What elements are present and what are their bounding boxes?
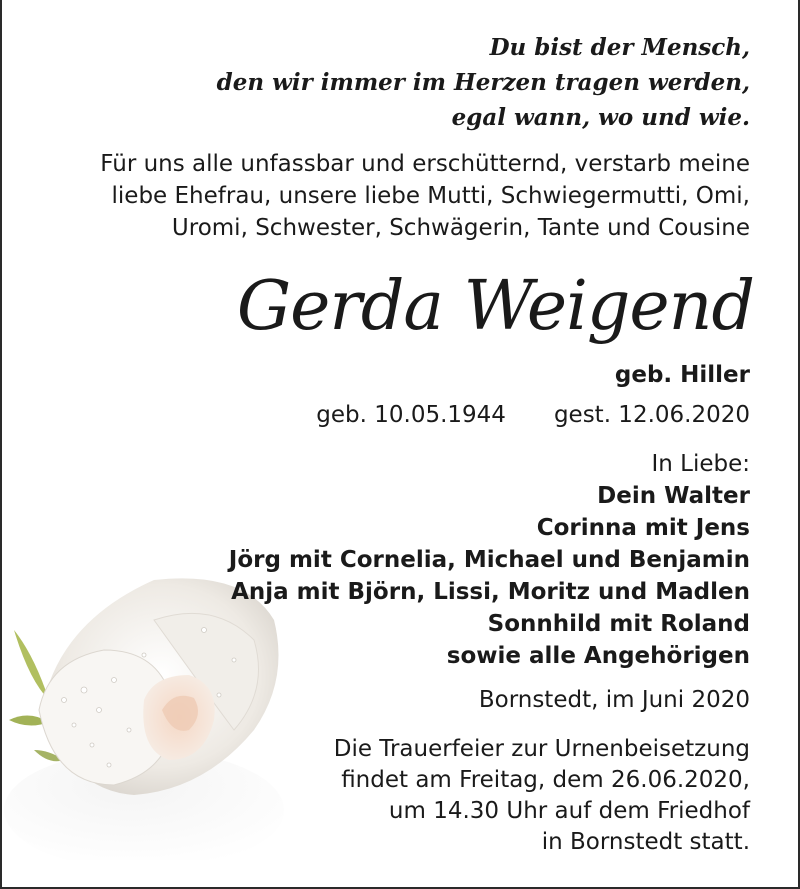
memorial-quote	[217, 30, 750, 135]
mourner-name: Dein Walter	[597, 483, 750, 509]
ceremony-line: Die Trauerfeier zur Urnenbeisetzung	[333, 736, 750, 762]
birth-date: geb. 10.05.1944	[316, 402, 506, 428]
mourners-list	[229, 448, 750, 672]
quote-line: den wir immer im Herzen tragen werden,	[216, 69, 750, 96]
mourner-name: sowie alle Angehörigen	[446, 643, 750, 669]
quote-line: Du bist der Mensch,	[489, 34, 750, 61]
deceased-name: Gerda Weigend	[236, 267, 754, 346]
ceremony-line: findet am Freitag, dem 26.06.2020,	[341, 767, 750, 793]
ceremony-line: um 14.30 Uhr auf dem Friedhof	[388, 798, 750, 824]
mourner-name: Jörg mit Cornelia, Michael und Benjamin	[228, 547, 750, 573]
mourner-name: Anja mit Björn, Lissi, Moritz und Madlen	[231, 579, 750, 605]
place-and-date: Bornstedt, im Juni 2020	[478, 687, 750, 713]
life-dates	[316, 398, 750, 432]
maiden-name: geb. Hiller	[614, 362, 750, 388]
funeral-details	[334, 734, 750, 858]
quote-line: egal wann, wo und wie.	[451, 104, 750, 131]
death-date: gest. 12.06.2020	[553, 402, 750, 428]
mourner-name: Sonnhild mit Roland	[487, 611, 750, 637]
mourners-heading: In Liebe:	[651, 451, 750, 477]
ceremony-line: in Bornstedt statt.	[541, 829, 750, 855]
intro-line: Uromi, Schwester, Schwägerin, Tante und Cousine	[171, 215, 750, 241]
intro-line: Für uns alle unfassbar und erschütternd, verstarb meine	[100, 151, 750, 177]
announcement-text	[100, 148, 750, 244]
mourner-name: Corinna mit Jens	[536, 515, 750, 541]
intro-line: liebe Ehefrau, unsere liebe Mutti, Schwiegermutti, Omi,	[111, 183, 750, 209]
